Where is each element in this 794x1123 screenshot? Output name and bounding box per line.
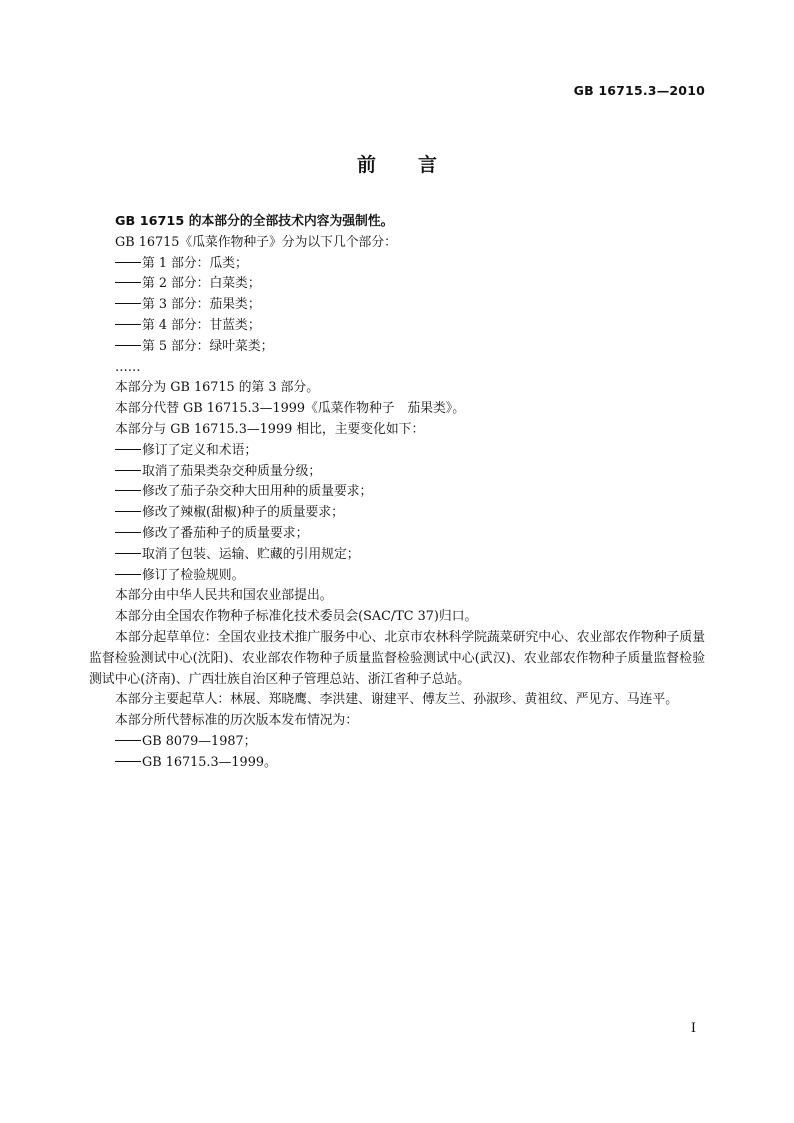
dash-mark <box>115 532 141 533</box>
dash-mark <box>115 761 141 762</box>
list-item: GB 8079—1987； <box>89 732 705 753</box>
list-item: 修改了茄子杂交种大田用种的质量要求； <box>89 482 705 503</box>
paragraph: 本部分所代替标准的历次版本发布情况为： <box>115 713 359 729</box>
paragraph: 本部分代替 GB 16715.3—1999《瓜菜作物种子 茄果类》。 <box>115 401 465 417</box>
list-item: GB 16715.3—1999。 <box>89 753 705 774</box>
dash-mark <box>115 324 141 325</box>
list-item: 第 3 部分：茄果类； <box>89 295 705 316</box>
list-item: 第 1 部分：瓜类； <box>89 254 705 275</box>
paragraph-mandatory: GB 16715 的本部分的全部技术内容为强制性。 <box>115 214 394 229</box>
list-item: 第 5 部分：绿叶菜类； <box>89 337 705 358</box>
dash-mark <box>115 553 141 554</box>
list-item: 修改了番茄种子的质量要求； <box>89 524 705 545</box>
list-item: 第 4 部分：甘蓝类； <box>89 316 705 337</box>
dash-mark <box>115 449 141 450</box>
paragraph: 本部分为 GB 16715 的第 3 部分。 <box>115 380 319 396</box>
page-title <box>0 150 794 177</box>
list-item: 修改了辣椒(甜椒)种子的质量要求； <box>89 503 705 524</box>
dash-mark <box>115 740 141 741</box>
foreword-body <box>89 212 705 774</box>
paragraph: 本部分与 GB 16715.3—1999 相比，主要变化如下： <box>115 421 425 437</box>
list-item: 修订了定义和术语； <box>89 441 705 462</box>
standard-code: GB 16715.3—2010 <box>573 83 705 98</box>
paragraph: 本部分由全国农作物种子标准化技术委员会(SAC/TC 37)归口。 <box>115 609 478 625</box>
dash-mark <box>115 262 141 263</box>
dash-mark <box>115 345 141 346</box>
page-number: I <box>690 1021 696 1036</box>
list-item: 第 2 部分：白菜类； <box>89 274 705 295</box>
paragraph-parts-intro: GB 16715《瓜菜作物种子》分为以下几个部分： <box>115 234 397 250</box>
dash-mark <box>115 303 141 304</box>
paragraph: 本部分由中华人民共和国农业部提出。 <box>115 588 333 604</box>
dash-mark <box>115 470 141 471</box>
dash-mark <box>115 574 141 575</box>
dash-mark <box>115 282 141 283</box>
list-item: 取消了包装、运输、贮藏的引用规定； <box>89 545 705 566</box>
dash-mark <box>115 511 141 512</box>
paragraph-drafters: 本部分主要起草人：林展、郑晓鹰、李洪建、谢建平、傅友兰、孙淑珍、黄祖纹、严见方、马连平。 <box>115 692 679 708</box>
list-item: 修订了检验规则。 <box>89 566 705 587</box>
list-item: 取消了茄果类杂交种质量分级； <box>89 462 705 483</box>
dash-mark <box>115 490 141 491</box>
ellipsis-line: …… <box>115 359 141 375</box>
paragraph-drafting-units: 本部分起草单位：全国农业技术推广服务中心、北京市农林科学院蔬菜研究中心、农业部农作物种子质量监督检验测试中心(沈阳)、农业部农作物种子质量监督检验测试中心(武汉)、农业部农作物种子质量监督检验测试中心(济南)、广西壮族自治区种子管理总站、浙江省种子总站。 <box>89 629 705 687</box>
title-char-1: 前 <box>356 154 376 176</box>
title-char-2: 言 <box>418 154 438 176</box>
